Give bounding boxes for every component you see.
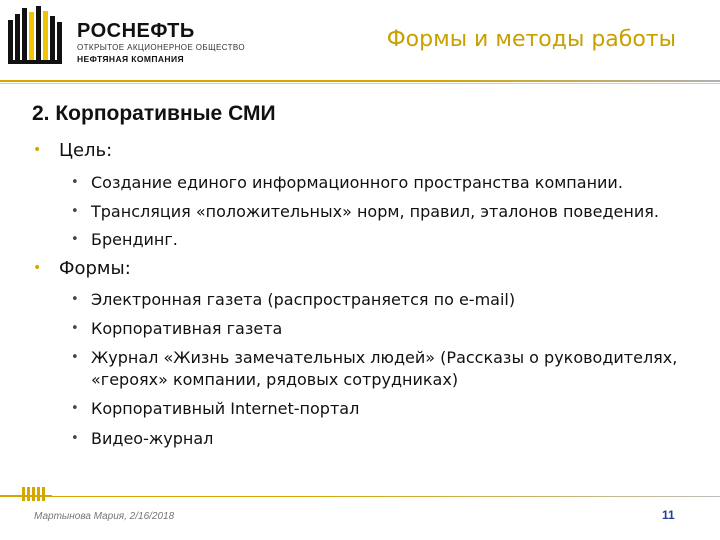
bullet-dot-icon: • [71,204,79,219]
logo-subtitle: ОТКРЫТОЕ АКЦИОНЕРНОЕ ОБЩЕСТВО [77,43,245,52]
logo-company-type: НЕФТЯНАЯ КОМПАНИЯ [77,54,184,64]
bullet-dot-icon: • [33,260,42,276]
header-divider-shadow [0,83,720,84]
section-title: 2. Корпоративные СМИ [32,102,276,125]
slide-header-title: Формы и методы работы [386,27,676,52]
list-item-text: Трансляция «положительных» норм, правил, эталонов поведения. [91,202,659,221]
footer-divider [30,496,720,497]
bullet-dot-icon: • [71,292,79,307]
list-item-text: Корпоративный Internet-портал [91,399,360,418]
bullet-dot-icon: • [71,175,79,190]
list-item-text: Журнал «Жизнь замечательных людей» (Рассказы о руководителях, «героях» компании, рядовых сотрудниках) [91,348,678,389]
bullet-dot-icon: • [71,431,79,446]
footer-author: Мартынова Мария, 2/16/2018 [34,511,175,522]
bullet-dot-icon: • [71,321,79,336]
page-number: 11 [662,508,675,522]
list-item-text: Видео-журнал [91,429,214,448]
list-item-text: Электронная газета (распространяется по e-mail) [91,290,516,309]
slide-header [0,0,720,85]
bullet-dot-icon: • [71,401,79,416]
list-item-text: Брендинг. [91,230,178,249]
header-divider [0,80,720,82]
list-item-text: Создание единого информационного пространства компании. [91,173,623,192]
bullet-dot-icon: • [33,142,42,158]
bullet-label: Формы: [59,258,131,279]
footer-stripes-icon [0,487,52,501]
list-item-text: Корпоративная газета [91,319,283,338]
bullet-label: Цель: [59,140,113,161]
bullet-dot-icon: • [71,232,79,247]
bullet-dot-icon: • [71,350,79,365]
logo-name: РОСНЕФТЬ [77,20,195,42]
rosneft-logo-icon [8,6,70,64]
